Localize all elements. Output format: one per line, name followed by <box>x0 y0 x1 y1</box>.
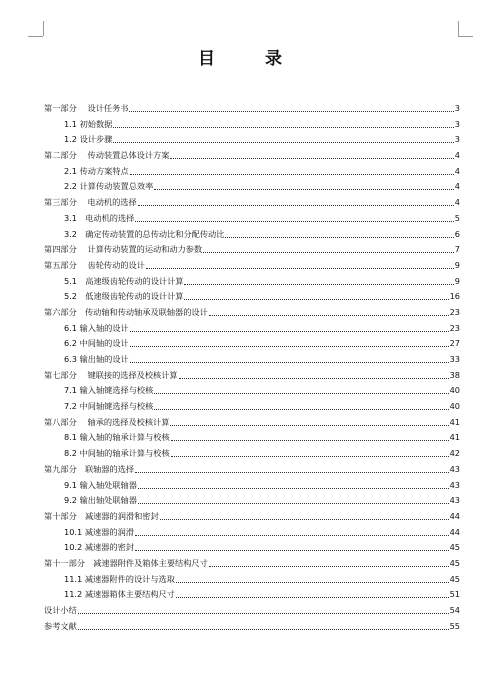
toc-entry-label: 2.1 传动方案特点 <box>64 165 129 176</box>
toc-entry-label: 第八部分 轴承的选择及校核计算 <box>44 416 170 427</box>
dot-leader <box>154 400 448 410</box>
toc-entry-label: 7.1 输入轴键选择与校核 <box>64 385 154 396</box>
dot-leader <box>154 384 448 394</box>
dot-leader <box>138 494 449 504</box>
dot-leader <box>130 322 449 332</box>
toc-entry-page: 3 <box>454 118 460 129</box>
dot-leader <box>184 290 448 300</box>
toc-entry-label: 8.2 中间轴的轴承计算与校核 <box>64 448 170 459</box>
toc-entry[interactable] <box>44 415 460 431</box>
dot-leader <box>160 510 449 520</box>
toc-entry-label: 6.3 输出轴的设计 <box>64 354 129 364</box>
toc-entry[interactable] <box>44 368 460 384</box>
toc-entry-label: 5.2 低速级齿轮传动的设计计算 <box>64 291 184 302</box>
dot-leader <box>184 275 453 285</box>
toc-entry[interactable] <box>44 572 460 588</box>
toc-entry-page: 27 <box>449 338 460 349</box>
dot-leader <box>225 228 453 238</box>
toc-entry-page: 42 <box>449 448 460 459</box>
dot-leader <box>130 337 449 347</box>
toc-entry-page: 3 <box>454 103 460 113</box>
toc-entry-page: 40 <box>449 385 460 396</box>
toc-entry-label: 11.2 减速器箱体主要结构尺寸 <box>64 589 175 600</box>
dot-leader <box>171 447 449 457</box>
dot-leader <box>176 588 449 598</box>
toc-entry-label: 9.2 输出轴处联轴器 <box>64 495 137 506</box>
toc-entry-page: 3 <box>454 134 460 145</box>
toc-entry[interactable] <box>44 148 460 164</box>
toc-entry-label: 6.2 中间轴的设计 <box>64 338 129 349</box>
toc-entry[interactable] <box>44 305 460 321</box>
toc-entry[interactable] <box>44 556 460 572</box>
dot-leader <box>135 212 453 222</box>
toc-entry-page: 41 <box>449 416 460 427</box>
toc-entry[interactable] <box>44 211 460 227</box>
dot-leader <box>138 479 449 489</box>
toc-entry[interactable] <box>44 117 460 133</box>
toc-entry-label: 第一部分 设计任务书 <box>44 103 129 113</box>
toc-entry-page: 23 <box>449 322 460 333</box>
toc-entry-page: 4 <box>454 181 460 192</box>
page-title: 目 录 <box>198 49 304 69</box>
crop-mark-top-left-h <box>28 36 43 37</box>
toc-entry-page: 43 <box>449 463 460 474</box>
toc-entry-page: 16 <box>449 291 460 302</box>
toc-entry-page: 45 <box>449 542 460 553</box>
dot-leader <box>154 180 453 190</box>
dot-leader <box>135 526 449 536</box>
toc-entry[interactable] <box>44 289 460 305</box>
dot-leader <box>78 620 449 630</box>
toc-entry-page: 44 <box>449 526 460 537</box>
toc-entry-label: 10.2 减速器的密封 <box>64 542 134 553</box>
toc-entry-label: 第五部分 齿轮传动的设计 <box>44 259 145 270</box>
toc-entry-label: 3.2 确定传动装置的总传动比和分配传动比 <box>64 228 225 239</box>
dot-leader <box>138 196 454 206</box>
toc-entry-label: 第七部分 键联接的选择及校核计算 <box>44 369 178 380</box>
toc-entry-label: 第四部分 计算传动装置的运动和动力参数 <box>44 244 203 255</box>
toc-entry[interactable] <box>44 493 460 509</box>
dot-leader <box>179 369 449 379</box>
dot-leader <box>170 149 453 159</box>
toc-entry[interactable] <box>44 164 460 180</box>
dot-leader <box>209 306 449 316</box>
toc-entry-page: 41 <box>449 432 460 443</box>
toc-entry[interactable] <box>44 587 460 603</box>
toc-entry[interactable] <box>44 274 460 290</box>
toc-entry-label: 9.1 输入轴处联轴器 <box>64 479 137 490</box>
toc-entry-label: 第三部分 电动机的选择 <box>44 197 137 208</box>
toc-entry-label: 8.1 输入轴的轴承计算与校核 <box>64 432 170 443</box>
toc-entry-label: 第六部分 传动轴和传动轴承及联轴器的设计 <box>44 306 208 317</box>
toc-entry-page: 4 <box>454 165 460 176</box>
toc-entry-label: 参考文献 <box>44 620 77 631</box>
toc-entry[interactable] <box>44 227 460 243</box>
toc-entry-label: 1.1 初始数据 <box>64 118 113 129</box>
toc-entry-page: 54 <box>449 605 460 615</box>
dot-leader <box>113 118 453 128</box>
toc-entry-page: 45 <box>449 573 460 584</box>
toc-entry[interactable] <box>44 258 460 274</box>
toc-entry-label: 7.2 中间轴键选择与校核 <box>64 401 154 412</box>
toc-entry[interactable] <box>44 478 460 494</box>
toc-entry[interactable] <box>44 619 460 635</box>
dot-leader <box>146 259 454 269</box>
toc-entry[interactable] <box>44 242 460 258</box>
toc-entry-page: 40 <box>449 401 460 412</box>
toc-entry[interactable] <box>44 321 460 337</box>
toc-entry-label: 5.1 高速级齿轮传动的设计计算 <box>64 275 184 286</box>
toc-entry-page: 55 <box>449 620 460 631</box>
toc-entry-label: 11.1 减速器附件的设计与选取 <box>64 573 175 584</box>
toc-entry[interactable] <box>44 603 460 619</box>
toc-entry[interactable] <box>44 399 460 415</box>
toc-entry-label: 6.1 输入轴的设计 <box>64 322 129 333</box>
toc-entry-label: 第十部分 减速器的润滑和密封 <box>44 510 159 521</box>
toc-entry[interactable] <box>44 383 460 399</box>
dot-leader <box>135 541 449 551</box>
dot-leader <box>129 102 453 112</box>
toc-entry-label: 第二部分 传动装置总体设计方案 <box>44 150 170 161</box>
toc-entry-page: 6 <box>454 228 460 239</box>
toc-entry-page: 43 <box>449 479 460 490</box>
toc-entry-page: 4 <box>454 197 460 208</box>
toc-entry[interactable] <box>44 540 460 556</box>
toc-entry-label: 10.1 减速器的润滑 <box>64 526 134 537</box>
toc-entry-page: 7 <box>454 244 460 255</box>
toc-entry[interactable] <box>44 430 460 446</box>
toc-entry-label: 第十一部分 减速器附件及箱体主要结构尺寸 <box>44 557 208 568</box>
toc-entry-page: 9 <box>454 275 460 286</box>
toc-entry-page: 4 <box>454 150 460 161</box>
crop-mark-top-left-v <box>43 21 44 36</box>
toc-entry[interactable] <box>44 336 460 352</box>
toc-entry-page: 23 <box>449 306 460 317</box>
toc-entry[interactable] <box>44 462 460 478</box>
toc-entry-page: 38 <box>449 369 460 380</box>
toc-entry-label: 1.2 设计步骤 <box>64 134 113 145</box>
dot-leader <box>135 463 449 473</box>
toc-entry[interactable] <box>44 509 460 525</box>
dot-leader <box>209 557 449 567</box>
toc-entry[interactable] <box>44 101 460 117</box>
toc-entry-page: 45 <box>449 557 460 568</box>
toc-entry-page: 33 <box>449 354 460 364</box>
toc-entry[interactable] <box>44 525 460 541</box>
toc-entry[interactable] <box>44 195 460 211</box>
dot-leader <box>171 431 449 441</box>
crop-mark-top-right-h <box>458 36 473 37</box>
dot-leader <box>130 353 449 363</box>
toc-entry-label: 3.1 电动机的选择 <box>64 212 135 223</box>
toc-entry[interactable] <box>44 179 460 195</box>
toc-entry-label: 2.2 计算传动装置总效率 <box>64 181 154 192</box>
toc-entry[interactable] <box>44 446 460 462</box>
toc-entry[interactable] <box>44 352 460 368</box>
crop-mark-top-right-v <box>458 21 459 36</box>
dot-leader <box>78 604 449 614</box>
toc-entry-page: 5 <box>454 212 460 223</box>
toc-entry-page: 51 <box>449 589 460 600</box>
toc-entry-label: 第九部分 联轴器的选择 <box>44 463 135 474</box>
toc-entry-page: 9 <box>454 259 460 270</box>
dot-leader <box>113 133 453 143</box>
toc-entry-page: 44 <box>449 510 460 521</box>
toc-entry-page: 43 <box>449 495 460 506</box>
dot-leader <box>170 416 448 426</box>
dot-leader <box>176 573 449 583</box>
dot-leader <box>130 165 454 175</box>
dot-leader <box>203 243 454 253</box>
toc-entry[interactable] <box>44 132 460 148</box>
toc-entry-label: 设计小结 <box>44 605 77 615</box>
table-of-contents <box>44 101 460 634</box>
